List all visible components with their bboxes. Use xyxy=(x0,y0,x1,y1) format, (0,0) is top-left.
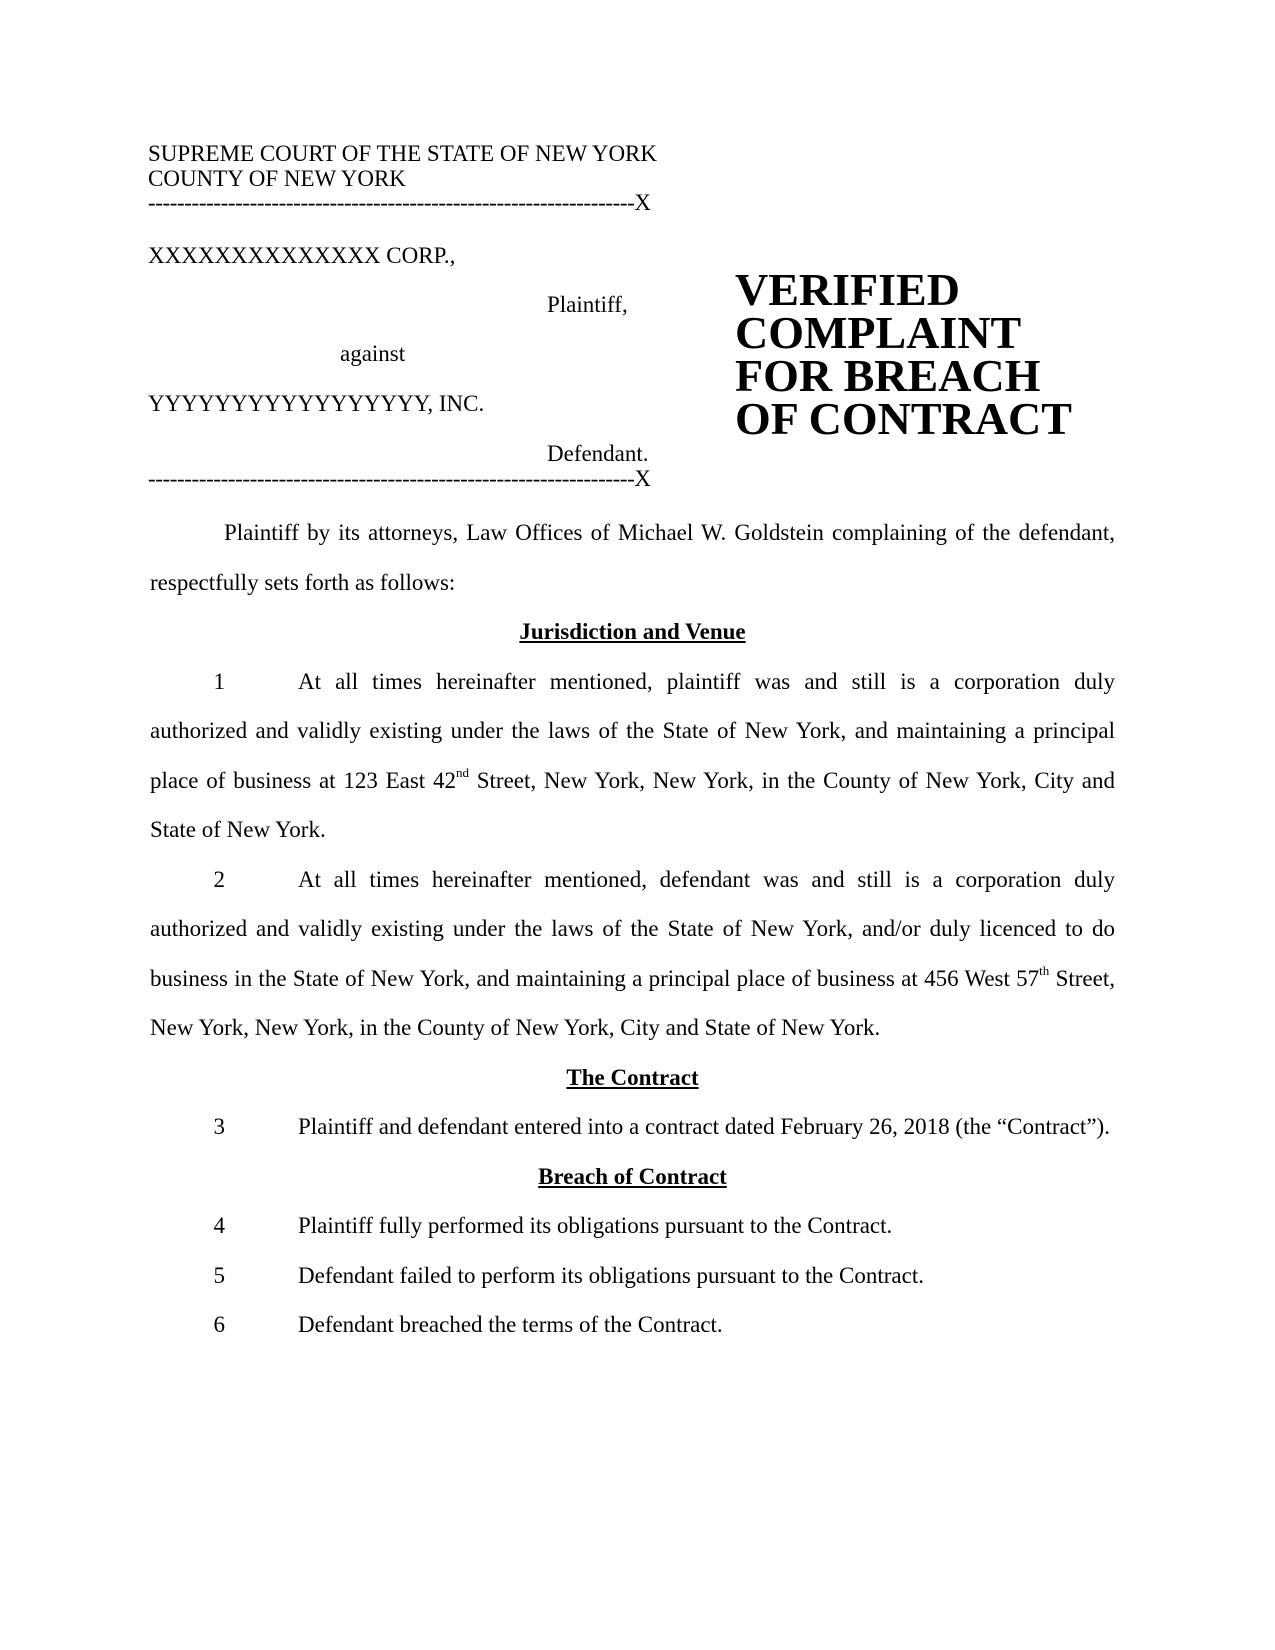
court-name: SUPREME COURT OF THE STATE OF NEW YORK xyxy=(148,141,658,166)
paragraph-number: 3 xyxy=(213,1114,225,1139)
paragraph-number: 2 xyxy=(213,866,225,892)
paragraph-number: 4 xyxy=(213,1213,225,1238)
plaintiff-name: XXXXXXXXXXXXXX CORP., xyxy=(148,243,456,268)
paragraph-6 xyxy=(150,1300,1115,1350)
paragraph-text: Defendant breached the terms of the Contract. xyxy=(298,1312,723,1337)
complaint-body xyxy=(150,508,1115,1350)
section-heading-jurisdiction: Jurisdiction and Venue xyxy=(519,619,746,644)
caption-divider-bottom: -------------------------------------------------------------------X xyxy=(148,466,651,491)
paragraph-text: Street, New York, New York, in the County of New York, City and State of New York. xyxy=(150,767,1115,842)
title-line-3: FOR BREACH xyxy=(735,350,1041,401)
ordinal-suffix: th xyxy=(1039,962,1050,978)
paragraph-text: Plaintiff fully performed its obligations pursuant to the Contract. xyxy=(298,1213,893,1238)
paragraph-2 xyxy=(150,855,1115,1053)
paragraph-4 xyxy=(150,1201,1115,1251)
paragraph-5 xyxy=(150,1251,1115,1301)
ordinal-suffix: nd xyxy=(455,764,469,780)
paragraph-number: 6 xyxy=(213,1312,225,1337)
paragraph-3 xyxy=(150,1102,1115,1152)
paragraph-text: At all times hereinafter mentioned, plaintiff was and still is a corporation duly authorized and validly existing under the laws of the State of New York, and maintaining a principal place of business at 123 East 42 xyxy=(150,668,1115,793)
title-line-1: VERIFIED xyxy=(735,264,960,315)
title-line-4: OF CONTRACT xyxy=(735,393,1072,444)
document-title xyxy=(735,264,1072,444)
paragraph-number: 5 xyxy=(213,1262,225,1288)
defendant-role: Defendant. xyxy=(547,441,649,466)
section-heading-contract: The Contract xyxy=(566,1064,699,1090)
against-label: against xyxy=(340,341,406,366)
paragraph-text: At all times hereinafter mentioned, defendant was and still is a corporation duly authorized and validly existing under the laws of the State of New York, and/or duly licenced to do business in the State of New York, and maintaining a principal place of business at 456 West 57 xyxy=(150,866,1115,991)
paragraph-text: Plaintiff and defendant entered into a contract dated February 26, 2018 (the “Contract”). xyxy=(298,1114,1110,1139)
defendant-name: YYYYYYYYYYYYYYYYY, INC. xyxy=(148,391,485,416)
intro-paragraph: Plaintiff by its attorneys, Law Offices of Michael W. Goldstein complaining of the defendant, respectfully sets forth as follows: xyxy=(150,520,1115,595)
section-heading-breach: Breach of Contract xyxy=(538,1163,727,1189)
paragraph-text: Street, New York, New York, in the County of New York, City and State of New York. xyxy=(150,965,1115,1040)
paragraph-number: 1 xyxy=(213,668,225,694)
paragraph-1 xyxy=(150,657,1115,855)
plaintiff-role: Plaintiff, xyxy=(547,292,628,317)
title-line-2: COMPLAINT xyxy=(735,307,1022,358)
caption-divider-top: -------------------------------------------------------------------X xyxy=(148,190,651,215)
paragraph-text: Defendant failed to perform its obligations pursuant to the Contract. xyxy=(298,1262,924,1288)
county-name: COUNTY OF NEW YORK xyxy=(148,166,406,191)
